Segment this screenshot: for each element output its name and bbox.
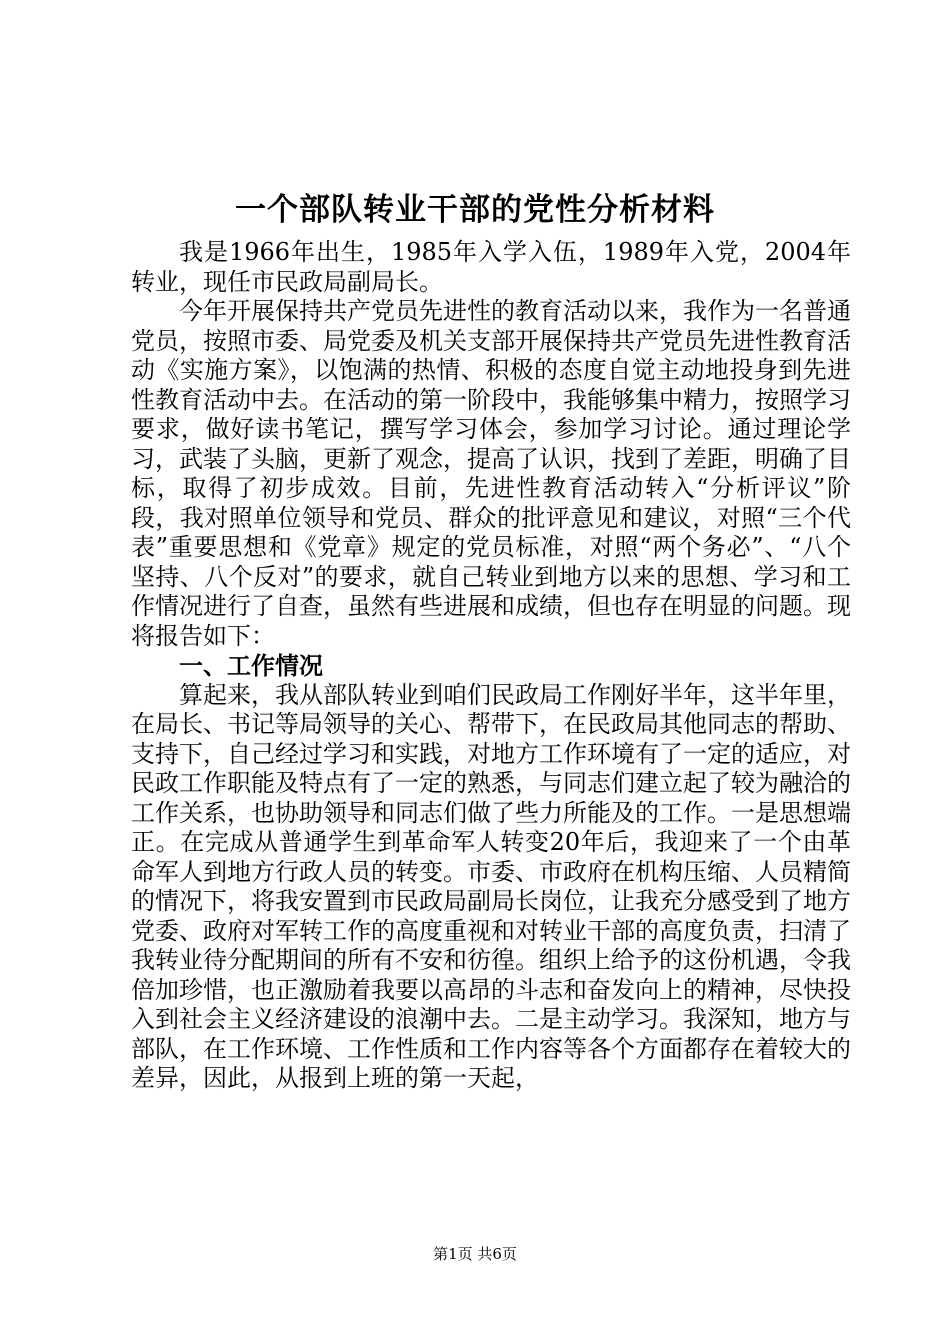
document-body bbox=[131, 238, 851, 1094]
paragraph-work-details: 算起来，我从部队转业到咱们民政局工作刚好半年，这半年里，在局长、书记等局领导的关心、帮带下，在民政局其他同志的帮助、支持下，自己经过学习和实践，对地方工作环境有了一定的适应，对民政工作职能及特点有了一定的熟悉，与同志们建立起了较为融洽的工作关系，也协助领导和同志们做了些力所能及的工作。一是思想端正。在完成从普通学生到革命军人转变20年后，我迎来了一个由革命军人到地方行政人员的转变。市委、市政府在机构压缩、人员精简的情况下，将我安置到市民政局副局长岗位，让我充分感受到了地方党委、政府对军转工作的高度重视和对转业干部的高度负责，扫清了我转业待分配期间的所有不安和彷徨。组织上给予的这份机遇，令我倍加珍惜，也正激励着我要以高昂的斗志和奋发向上的精神，尽快投入到社会主义经济建设的浪潮中去。二是主动学习。我深知，地方与部队，在工作环境、工作性质和工作内容等各个方面都存在着较大的差异，因此，从报到上班的第一天起， bbox=[131, 680, 851, 1092]
paragraph-intro: 我是1966年出生，1985年入学入伍，1989年入党，2004年转业，现任市民政局副局长。 bbox=[131, 238, 851, 296]
paragraph-overview: 今年开展保持共产党员先进性的教育活动以来，我作为一名普通党员，按照市委、局党委及机关支部开展保持共产党员先进性教育活动《实施方案》，以饱满的热情、积极的态度自觉主动地投身到先进性教育活动中去。在活动的第一阶段中，我能够集中精力，按照学习要求，做好读书笔记，撰写学习体会，参加学习讨论。通过理论学习，武装了头脑，更新了观念，提高了认识，找到了差距，明确了目标，取得了初步成效。目前，先进性教育活动转入“分析评议”阶段，我对照单位领导和党员、群众的批评意见和建议，对照“三个代表”重要思想和《党章》规定的党员标准，对照“两个务必”、“八个坚持、八个反对”的要求，就自己转业到地方以来的思想、学习和工作情况进行了自查，虽然有些进展和成绩，但也存在明显的问题。现将报告如下： bbox=[131, 297, 851, 650]
document-title: 一个部队转业干部的党性分析材料 bbox=[235, 192, 715, 228]
section-heading-work: 一、工作情况 bbox=[179, 651, 323, 680]
page-footer: 第1页 共6页 bbox=[433, 1245, 517, 1263]
